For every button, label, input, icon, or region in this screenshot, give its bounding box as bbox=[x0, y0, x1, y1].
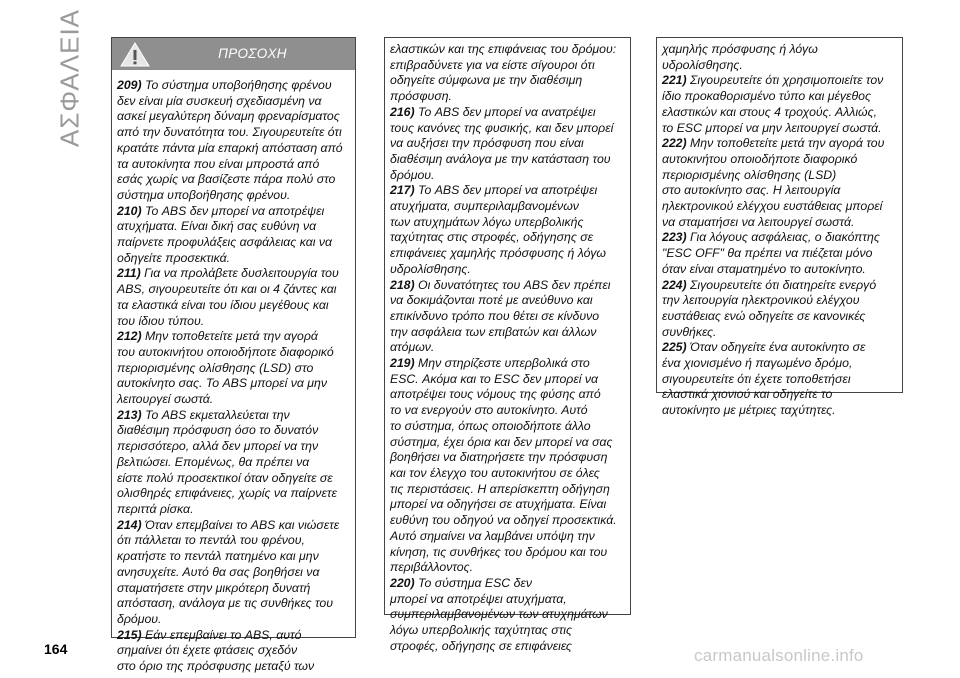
paragraph-number: 221) bbox=[662, 73, 687, 88]
paragraph-line: οδηγείτε σύμφωνα με την διαθέσιμη bbox=[390, 73, 583, 88]
paragraph-line: στροφές, οδήγησης σε επιφάνειες bbox=[390, 638, 572, 653]
paragraph-number: 216) bbox=[390, 104, 415, 119]
paragraph-line: διαθέσιμη ανάλογα με την κατάσταση του bbox=[390, 151, 611, 166]
paragraph-line: υδρολίσθησης. bbox=[662, 57, 743, 72]
warning-column-3 bbox=[656, 37, 903, 418]
paragraph-line: τους κανόνες της φυσικής, και δεν μπορεί bbox=[390, 120, 614, 135]
paragraph-line: αποτρέψει τους νόμους της φύσης από bbox=[390, 387, 601, 402]
warning-paragraph bbox=[117, 266, 350, 329]
paragraph-line: κρατάτε πάντα μία επαρκή απόσταση από bbox=[117, 140, 343, 155]
warning-title: ΠΡΟΣΟΧΗ bbox=[218, 46, 287, 61]
paragraph-line: ίδιο προκαθορισμένο τύπο και μέγεθος bbox=[662, 89, 871, 104]
paragraph-number: 209) bbox=[117, 78, 142, 92]
paragraph-number: 225) bbox=[662, 340, 687, 355]
paragraph-line: είστε πολύ προσεκτικοί όταν οδηγείτε σε bbox=[117, 470, 333, 485]
warning-paragraph bbox=[662, 73, 897, 136]
paragraph-line: χαμηλής πρόσφυσης ή λόγω bbox=[662, 42, 818, 56]
paragraph-line: συνθήκες. bbox=[662, 324, 717, 339]
paragraph-line: την ασφάλεια των επιβατών και άλλων bbox=[390, 324, 597, 339]
paragraph-line: ατυχήματα. Είναι δική σας ευθύνη να bbox=[117, 219, 317, 234]
paragraph-line: "ESC OFF" θα πρέπει να πιέζεται μόνο bbox=[662, 246, 873, 261]
warning-paragraph bbox=[390, 278, 625, 357]
paragraph-number: 211) bbox=[117, 266, 141, 281]
paragraph-line: Το ABS δεν μπορεί να αποτρέψει bbox=[145, 203, 325, 218]
warning-paragraph bbox=[390, 576, 625, 655]
paragraph-line: λόγω υπερβολικής ταχύτητας στις bbox=[390, 623, 573, 638]
paragraph-line: Για λόγους ασφάλειας, ο διακόπτης bbox=[690, 230, 880, 245]
paragraph-line: απόσταση, ανάλογα με τις συνθήκες του bbox=[117, 596, 334, 611]
column-body bbox=[390, 42, 625, 654]
paragraph-line: μπορεί να οδηγήσει σε ατυχήματα. Είναι bbox=[390, 497, 607, 512]
paragraph-line: να αυξήσει την πρόσφυση που είναι bbox=[390, 136, 584, 151]
paragraph-line: σιγουρευτείτε ότι έχετε τοποθετήσει bbox=[662, 371, 851, 386]
paragraph-number: 224) bbox=[662, 277, 687, 292]
paragraph-line: σύστημα υποβοήθησης φρένου. bbox=[117, 187, 291, 202]
paragraph-number: 218) bbox=[390, 277, 415, 292]
paragraph-line: ευθύνη του οδηγού να οδηγεί προσεκτικά. bbox=[390, 513, 617, 528]
paragraph-line: Το σύστημα ESC δεν bbox=[418, 575, 532, 590]
paragraph-line: ελαστικά χιονιού και οδηγείτε το bbox=[662, 387, 833, 402]
paragraph-line: επικίνδυνο τρόπο που θέτει σε κίνδυνο bbox=[390, 308, 600, 323]
paragraph-line: στο αυτοκίνητο σας. Η λειτουργία bbox=[662, 183, 841, 198]
paragraph-line: τα αυτοκίνητα που είναι μπροστά από bbox=[117, 156, 320, 171]
paragraph-line: ότι πάλλεται το πεντάλ του φρένου, bbox=[117, 533, 305, 548]
paragraph-line: παίρνετε προφυλάξεις ασφάλειας και να bbox=[117, 235, 333, 250]
paragraph-line: το σύστημα, όπως οποιοδήποτε άλλο bbox=[390, 418, 591, 433]
paragraph-line: λειτουργεί σωστά. bbox=[117, 392, 214, 407]
section-side-title-text: ΑΣΦΑΛΕΙΑ bbox=[54, 8, 85, 148]
paragraph-line: Οι δυνατότητες του ABS δεν πρέπει bbox=[418, 277, 611, 292]
paragraph-number: 217) bbox=[390, 183, 415, 198]
paragraph-line: τα ελαστικά είναι του ίδιου μεγέθους και bbox=[117, 297, 329, 312]
warning-paragraph bbox=[390, 105, 625, 184]
paragraph-line: Σιγουρευτείτε ότι διατηρείτε ενεργό bbox=[690, 277, 877, 292]
paragraph-line: να σταματήσει να λειτουργεί σωστά. bbox=[662, 214, 855, 229]
paragraph-line: περιορισμένης ολίσθησης (LSD) bbox=[662, 167, 837, 182]
paragraph-line: μπορεί να αποτρέψει ατυχήματα, bbox=[390, 591, 567, 606]
paragraph-line: όταν είναι σταματημένο το αυτοκίνητο. bbox=[662, 261, 866, 276]
warning-paragraph bbox=[662, 230, 897, 277]
paragraph-line: ένα χιονισμένο ή παγωμένο δρόμο, bbox=[662, 356, 853, 371]
paragraph-number: 210) bbox=[117, 203, 142, 218]
paragraph-line: ηλεκτρονικού ελέγχου ευστάθειας μπορεί bbox=[662, 199, 883, 214]
paragraph-line: ατόμων. bbox=[390, 340, 435, 355]
paragraph-line: Αυτό σημαίνει να λαμβάνει υπόψη την bbox=[390, 528, 595, 543]
paragraph-line: να δοκιμάζονται ποτέ με ανεύθυνο και bbox=[390, 293, 593, 308]
paragraph-number: 223) bbox=[662, 230, 687, 245]
column-body bbox=[117, 78, 350, 675]
warning-paragraph bbox=[117, 204, 350, 267]
paragraph-line: ελαστικών και της επιφάνειας του δρόμου: bbox=[390, 42, 617, 56]
paragraph-line: περισσότερο, αλλά δεν μπορεί να την bbox=[117, 439, 319, 454]
warning-paragraph bbox=[117, 408, 350, 518]
paragraph-line: σημαίνει ότι έχετε φτάσεις σχεδόν bbox=[117, 643, 298, 658]
paragraph-line: επιφάνειες χαμηλής πρόσφυσης ή λόγω bbox=[390, 246, 606, 261]
paragraph-line: ατυχήματα, συμπεριλαμβανομένων bbox=[390, 199, 579, 214]
paragraph-line: επιβραδύνετε για να είστε σίγουροι ότι bbox=[390, 57, 595, 72]
paragraph-line: πρόσφυση. bbox=[390, 89, 452, 104]
paragraph-line: αυτοκίνητο με μέτριες ταχύτητες. bbox=[662, 403, 836, 418]
paragraph-line: περιβάλλοντος. bbox=[390, 560, 474, 575]
paragraph-line: συμπεριλαμβανομένων των ατυχημάτων bbox=[390, 607, 608, 622]
warning-column-2 bbox=[384, 37, 631, 653]
paragraph-line: Το ABS δεν μπορεί να ανατρέψει bbox=[418, 104, 596, 119]
paragraph-line: ευστάθειας ενώ οδηγείτε σε κανονικές bbox=[662, 308, 866, 323]
paragraph-line: το ESC μπορεί να μην λειτουργεί σωστά. bbox=[662, 120, 882, 135]
paragraph-line: Όταν επεμβαίνει το ABS και νιώσετε bbox=[145, 517, 340, 532]
paragraph-line: δρόμου. bbox=[390, 167, 435, 182]
paragraph-line: Μην τοποθετείτε μετά την αγορά bbox=[145, 329, 318, 344]
paragraph-line: αυτοκινήτου οποιοδήποτε διαφορικό bbox=[662, 151, 858, 166]
paragraph-line: Το ABS εκμεταλλεύεται την bbox=[145, 407, 290, 422]
paragraph-line: οδηγείτε προσεκτικά. bbox=[117, 250, 231, 265]
paragraph-line: σταματήσετε στην μικρότερη δυνατή bbox=[117, 580, 311, 595]
paragraph-line: και τον έλεγχο του αυτοκινήτου σε όλες bbox=[390, 465, 600, 480]
warning-paragraph bbox=[117, 518, 350, 628]
paragraph-line: Μην στηρίζεστε υπερβολικά στο bbox=[418, 356, 590, 371]
paragraph-line: ολισθηρές επιφάνειες, χωρίς να παίρνετε bbox=[117, 486, 337, 501]
paragraph-line: περιττά ρίσκα. bbox=[117, 501, 194, 516]
warning-paragraph bbox=[662, 340, 897, 419]
paragraph-line: εσάς χωρίς να βασίζεστε πάρα πολύ στο bbox=[117, 172, 336, 187]
paragraph-line: δεν είναι μία συσκευή σχεδιασμένη να bbox=[117, 93, 322, 108]
warning-triangle-icon bbox=[120, 42, 150, 67]
paragraph-line: ελαστικών και στους 4 τροχούς. Αλλιώς, bbox=[662, 104, 878, 119]
paragraph-line: Εάν επεμβαίνει το ABS, αυτό bbox=[145, 627, 302, 642]
paragraph-line: ABS, σιγουρευτείτε ότι και οι 4 ζάντες και bbox=[117, 282, 337, 297]
warning-paragraph bbox=[390, 356, 625, 576]
paragraph-line: τις περιστάσεις. Η απερίσκεπτη οδήγηση bbox=[390, 481, 610, 496]
paragraph-line: Μην τοποθετείτε μετά την αγορά του bbox=[690, 136, 885, 151]
paragraph-line: ασκεί μεγαλύτερη δύναμη φρεναρίσματος bbox=[117, 109, 340, 124]
paragraph-line: περιορισμένης ολίσθησης (LSD) στο bbox=[117, 360, 314, 375]
paragraph-number: 215) bbox=[117, 627, 142, 642]
warning-paragraph bbox=[117, 329, 350, 408]
paragraph-line: την λειτουργία ηλεκτρονικού ελέγχου bbox=[662, 293, 860, 308]
paragraph-line: κρατήστε το πεντάλ πατημένο και μην bbox=[117, 549, 319, 564]
paragraph-line: υδρολίσθησης. bbox=[390, 261, 471, 276]
paragraph-line: αυτοκίνητο σας. Το ABS μπορεί να μην bbox=[117, 376, 328, 391]
section-side-title bbox=[54, 8, 85, 148]
warning-paragraph bbox=[117, 78, 350, 204]
warning-paragraph bbox=[662, 278, 897, 341]
paragraph-line: κίνηση, τις συνθήκες του δρόμου και του bbox=[390, 544, 608, 559]
paragraph-number: 222) bbox=[662, 136, 687, 151]
paragraph-number: 212) bbox=[117, 329, 142, 344]
paragraph-line: από την δυνατότητα του. Σιγουρευτείτε ότι bbox=[117, 125, 342, 140]
paragraph-line: βελτιώσει. Επομένως, θα πρέπει να bbox=[117, 454, 310, 469]
paragraph-line: ανησυχείτε. Αυτό θα σας βοηθήσει να bbox=[117, 564, 320, 579]
paragraph-line: ESC. Ακόμα και το ESC δεν μπορεί να bbox=[390, 371, 599, 386]
paragraph-line: του ίδιου τύπου. bbox=[117, 313, 205, 328]
warning-header bbox=[112, 38, 355, 70]
paragraph-line: του αυτοκινήτου οποιοδήποτε διαφορικό bbox=[117, 344, 334, 359]
warning-column-1 bbox=[111, 37, 356, 674]
warning-paragraph bbox=[390, 42, 625, 105]
paragraph-line: ταχύτητας στις στροφές, οδήγησης σε bbox=[390, 230, 594, 245]
paragraph-line: το να ενεργούν στο αυτοκίνητο. Αυτό bbox=[390, 403, 588, 418]
column-body bbox=[662, 42, 897, 419]
paragraph-line: Για να προλάβετε δυσλειτουργία του bbox=[144, 266, 339, 281]
warning-paragraph bbox=[390, 183, 625, 277]
warning-paragraph bbox=[117, 628, 350, 675]
paragraph-line: στο όριο της πρόσφυσης μεταξύ των bbox=[117, 659, 315, 674]
paragraph-number: 219) bbox=[390, 356, 415, 371]
paragraph-line: δρόμου. bbox=[117, 611, 162, 626]
paragraph-number: 220) bbox=[390, 575, 415, 590]
paragraph-line: διαθέσιμη πρόσφυση όσο το δυνατόν bbox=[117, 423, 319, 438]
paragraph-line: Το ABS δεν μπορεί να αποτρέψει bbox=[418, 183, 598, 198]
paragraph-line: Όταν οδηγείτε ένα αυτοκίνητο σε bbox=[690, 340, 866, 355]
paragraph-line: Σιγουρευτείτε ότι χρησιμοποιείτε τον bbox=[690, 73, 884, 88]
warning-paragraph bbox=[662, 42, 897, 73]
paragraph-number: 214) bbox=[117, 517, 142, 532]
paragraph-line: Το σύστημα υποβοήθησης φρένου bbox=[145, 78, 332, 92]
paragraph-line: σύστημα, έχει όρια και δεν μπορεί να σας bbox=[390, 434, 613, 449]
warning-paragraph bbox=[662, 136, 897, 230]
paragraph-number: 213) bbox=[117, 407, 142, 422]
paragraph-line: βοηθήσει να διατηρήσετε την πρόσφυση bbox=[390, 450, 608, 465]
paragraph-line: των ατυχημάτων λόγω υπερβολικής bbox=[390, 214, 584, 229]
page-number: 164 bbox=[44, 641, 68, 657]
watermark: carmanualsonline.info bbox=[694, 646, 864, 665]
